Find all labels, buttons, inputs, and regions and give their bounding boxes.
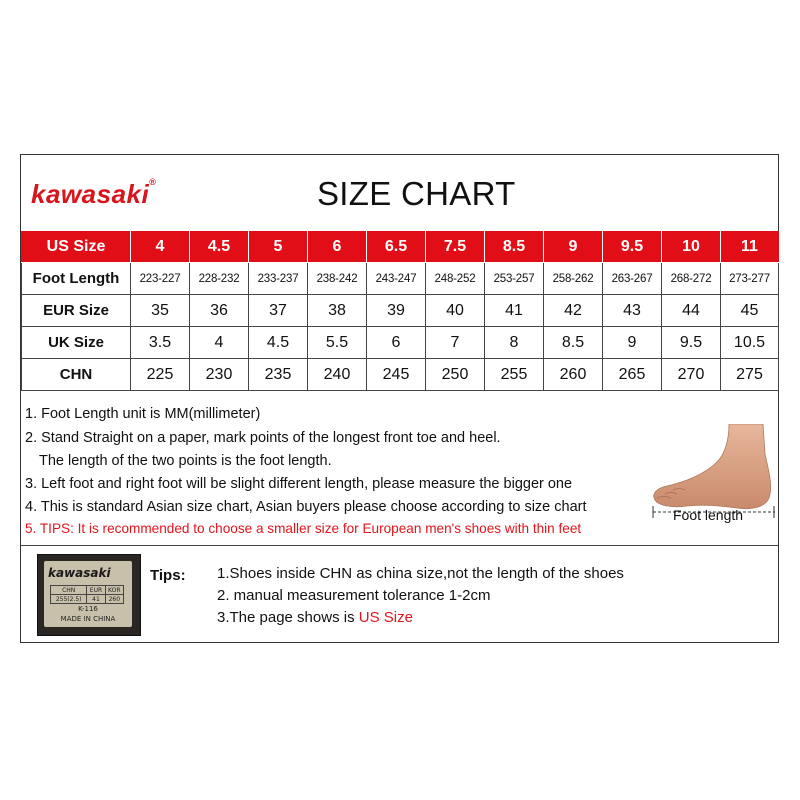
table-cell: 5.5 <box>308 327 367 359</box>
table-row-eur-size <box>22 295 779 327</box>
table-cell: 36 <box>190 295 249 327</box>
table-cell: 37 <box>249 295 308 327</box>
header-label: US Size <box>22 232 131 263</box>
header-cell: 9.5 <box>603 232 662 263</box>
table-cell: 8 <box>485 327 544 359</box>
tag-header: KOR <box>105 586 123 595</box>
table-cell: 40 <box>426 295 485 327</box>
table-cell: 4 <box>190 327 249 359</box>
table-cell: 260 <box>544 359 603 391</box>
table-cell: 245 <box>367 359 426 391</box>
shoe-tag <box>44 561 132 627</box>
table-cell: 243-247 <box>367 263 426 295</box>
row-label: EUR Size <box>22 295 131 327</box>
header-cell: 5 <box>249 232 308 263</box>
tag-header: CHN <box>51 586 87 595</box>
table-cell: 240 <box>308 359 367 391</box>
table-cell: 8.5 <box>544 327 603 359</box>
tag-value: 41 <box>87 595 105 604</box>
table-cell: 39 <box>367 295 426 327</box>
header-cell: 10 <box>662 232 721 263</box>
note-2-continued: The length of the two points is the foot length. <box>39 453 332 469</box>
tip-3-text: 3.The page shows is <box>217 609 359 626</box>
tip-3 <box>217 609 413 626</box>
table-cell: 255 <box>485 359 544 391</box>
note-4: 4. This is standard Asian size chart, Asian buyers please choose according to size chart <box>25 499 587 515</box>
table-cell: 228-232 <box>190 263 249 295</box>
tip-2: 2. manual measurement tolerance 1-2cm <box>217 587 491 604</box>
table-cell: 265 <box>603 359 662 391</box>
table-cell: 9.5 <box>662 327 721 359</box>
table-cell: 270 <box>662 359 721 391</box>
header-cell: 9 <box>544 232 603 263</box>
table-cell: 45 <box>721 295 779 327</box>
table-cell: 230 <box>190 359 249 391</box>
table-cell: 4.5 <box>249 327 308 359</box>
table-cell: 6 <box>367 327 426 359</box>
table-cell: 275 <box>721 359 779 391</box>
tips-section <box>21 545 778 642</box>
table-cell: 41 <box>485 295 544 327</box>
tag-brand: kawasaki <box>48 566 111 580</box>
table-cell: 9 <box>603 327 662 359</box>
table-cell: 248-252 <box>426 263 485 295</box>
tag-model: K-116 <box>78 605 98 613</box>
tag-origin: MADE IN CHINA <box>60 615 116 623</box>
table-cell: 42 <box>544 295 603 327</box>
header-cell: 4 <box>131 232 190 263</box>
header-cell: 4.5 <box>190 232 249 263</box>
note-3: 3. Left foot and right foot will be slight different length, please measure the bigger one <box>25 476 573 492</box>
measurement-notes <box>21 398 778 546</box>
table-cell: 238-242 <box>308 263 367 295</box>
shoe-tag-photo <box>37 554 141 636</box>
note-5-tips: 5. TIPS: It is recommended to choose a smaller size for European men's shoes with thin feet <box>25 521 582 536</box>
table-cell: 35 <box>131 295 190 327</box>
tip-1: 1.Shoes inside CHN as china size,not the length of the shoes <box>217 565 624 582</box>
tag-value: 255(2.5) <box>51 595 87 604</box>
foot-length-label: Foot length <box>673 507 744 523</box>
header-cell: 6 <box>308 232 367 263</box>
header-cell: 11 <box>721 232 779 263</box>
table-cell: 223-227 <box>131 263 190 295</box>
size-table <box>21 231 779 391</box>
row-label: Foot Length <box>22 263 131 295</box>
table-row-chn <box>22 359 779 391</box>
table-cell: 268-272 <box>662 263 721 295</box>
tips-label: Tips: <box>150 567 186 584</box>
table-cell: 263-267 <box>603 263 662 295</box>
tag-size-grid <box>50 585 124 604</box>
table-row-uk-size <box>22 327 779 359</box>
table-cell: 44 <box>662 295 721 327</box>
table-cell: 225 <box>131 359 190 391</box>
table-cell: 258-262 <box>544 263 603 295</box>
chart-header <box>21 155 778 231</box>
table-cell: 10.5 <box>721 327 779 359</box>
tip-3-highlight: US Size <box>358 609 413 626</box>
brand-logo: kawasaki® <box>31 177 157 209</box>
row-label: UK Size <box>22 327 131 359</box>
tag-value: 260 <box>105 595 123 604</box>
table-cell: 253-257 <box>485 263 544 295</box>
table-cell: 3.5 <box>131 327 190 359</box>
tag-header: EUR <box>87 586 105 595</box>
table-cell: 38 <box>308 295 367 327</box>
page-title: SIZE CHART <box>317 175 516 212</box>
table-cell: 43 <box>603 295 662 327</box>
header-cell: 6.5 <box>367 232 426 263</box>
header-cell: 7.5 <box>426 232 485 263</box>
note-2: 2. Stand Straight on a paper, mark points of the longest front toe and heel. <box>25 430 501 446</box>
row-label: CHN <box>22 359 131 391</box>
table-cell: 7 <box>426 327 485 359</box>
table-cell: 233-237 <box>249 263 308 295</box>
note-1: 1. Foot Length unit is MM(millimeter) <box>25 406 261 422</box>
us-size-header-row <box>22 232 779 263</box>
table-cell: 273-277 <box>721 263 779 295</box>
table-cell: 250 <box>426 359 485 391</box>
header-cell: 8.5 <box>485 232 544 263</box>
table-row-foot-length <box>22 263 779 295</box>
table-cell: 235 <box>249 359 308 391</box>
